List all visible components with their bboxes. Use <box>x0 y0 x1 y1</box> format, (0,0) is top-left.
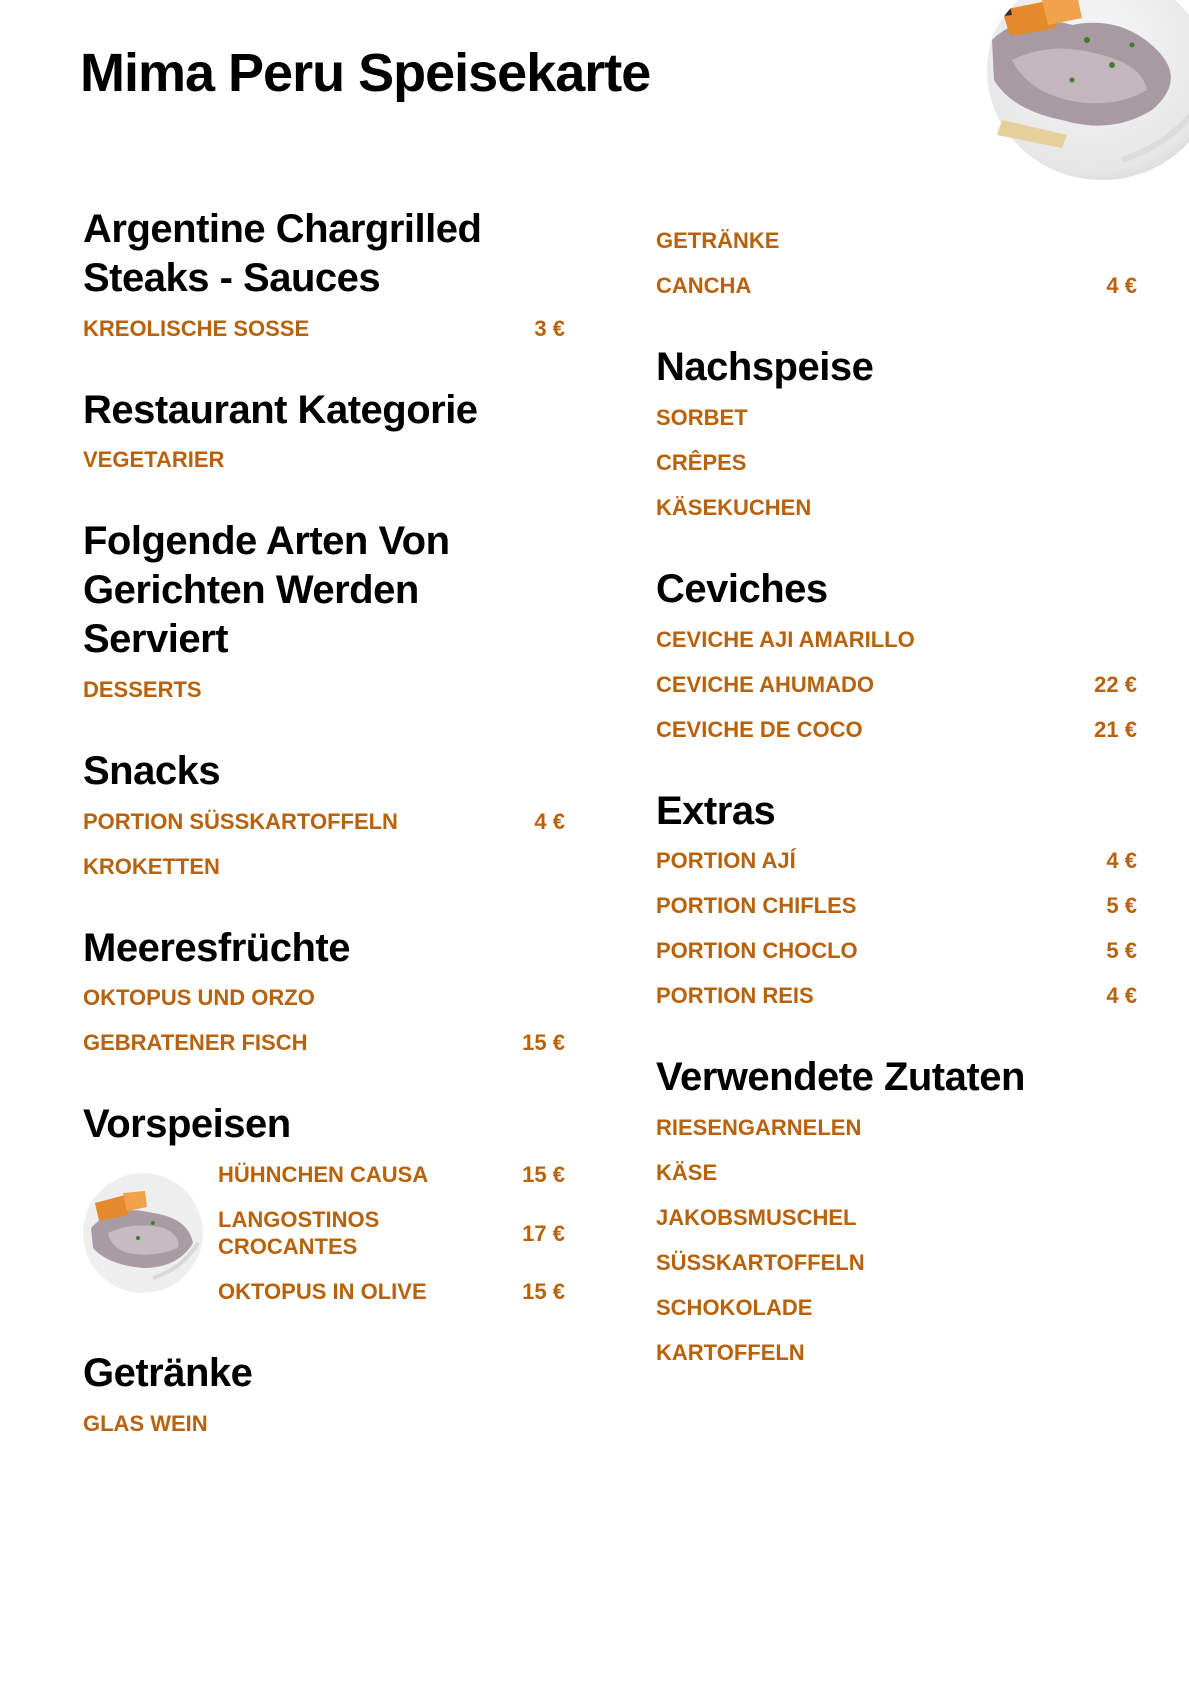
item-price: 17 € <box>522 1220 565 1246</box>
right-column <box>656 205 1137 1410</box>
menu-item <box>656 1294 1137 1321</box>
section-title: Meeresfrüchte <box>83 925 350 970</box>
item-price: 4 € <box>1106 273 1137 298</box>
menu-item <box>656 937 1137 964</box>
dish-photo-icon <box>982 0 1189 195</box>
item-name: DESSERTS <box>83 676 202 702</box>
section-snacks <box>83 747 565 880</box>
item-price: 3 € <box>534 315 565 341</box>
item-price: 4 € <box>1106 983 1137 1009</box>
section-title: Ceviches <box>656 566 828 611</box>
section-restaurant-kategorie <box>83 386 565 474</box>
section-title: Restaurant Kategorie <box>83 387 478 432</box>
item-price: 15 € <box>522 1162 565 1188</box>
item-name: PORTION REIS <box>656 983 814 1009</box>
menu-item <box>218 1278 565 1305</box>
menu-item <box>218 1161 565 1188</box>
item-name: VEGETARIER <box>83 447 225 473</box>
menu-item <box>656 404 1137 431</box>
menu-item <box>656 626 1137 653</box>
section-title: Snacks <box>83 748 221 793</box>
section-sauces <box>83 205 565 342</box>
menu-item <box>656 227 1137 254</box>
menu-item <box>656 847 1137 874</box>
item-name: CANCHA <box>656 273 752 298</box>
item-price: 4 € <box>1106 848 1137 874</box>
menu-item <box>656 1159 1137 1186</box>
menu-item <box>656 1249 1137 1276</box>
item-name: KARTOFFELN <box>656 1340 805 1366</box>
menu-item <box>83 446 565 473</box>
section-nachspeise <box>656 343 1137 521</box>
section-title: Folgende Arten Von Gerichten Werden Serviert <box>83 519 450 661</box>
menu-item <box>656 494 1137 521</box>
item-name: CEVICHE DE COCO <box>656 716 863 742</box>
dish-photo-small <box>83 1173 203 1293</box>
item-name: JAKOBSMUSCHEL <box>656 1205 857 1231</box>
item-name: GETRÄNKE <box>656 228 780 253</box>
item-price: 15 € <box>522 1279 565 1305</box>
item-name: SÜSSKARTOFFELN <box>656 1250 865 1276</box>
dish-photo-corner <box>982 0 1189 195</box>
item-name: KROKETTEN <box>83 853 220 879</box>
item-name: HÜHNCHEN CAUSA <box>218 1162 429 1188</box>
menu-item <box>83 808 565 835</box>
section-title: Vorspeisen <box>83 1102 291 1147</box>
menu-item <box>656 449 1137 476</box>
section-title: Argentine Chargrilled Steaks - Sauces <box>83 207 482 300</box>
menu-item <box>656 982 1137 1009</box>
menu-item <box>656 892 1137 919</box>
menu-item <box>656 1204 1137 1231</box>
section-title: Verwendete Zutaten <box>656 1055 1025 1100</box>
menu-item <box>83 1410 565 1437</box>
section-title: Getränke <box>83 1351 253 1396</box>
item-name: CEVICHE AJI AMARILLO <box>656 626 915 652</box>
menu-item <box>656 1114 1137 1141</box>
menu-item <box>218 1206 565 1260</box>
item-name: RIESENGARNELEN <box>656 1115 862 1141</box>
menu-item <box>83 1029 565 1056</box>
item-name: PORTION CHOCLO <box>656 938 858 964</box>
item-name: CRÊPES <box>656 449 747 475</box>
item-name: PORTION SÜSSKARTOFFELN <box>83 808 398 834</box>
item-price: 5 € <box>1106 893 1137 919</box>
item-name: PORTION CHIFLES <box>656 893 857 919</box>
item-name: GEBRATENER FISCH <box>83 1030 308 1056</box>
item-name: SCHOKOLADE <box>656 1295 813 1321</box>
section-title: Extras <box>656 788 776 833</box>
dish-photo-icon <box>83 1173 203 1293</box>
menu-item <box>656 272 1137 299</box>
section-vorspeisen <box>83 1100 565 1305</box>
menu-item <box>656 1339 1137 1366</box>
menu-item <box>83 853 565 880</box>
section-getraenke <box>83 1349 565 1437</box>
item-price: 21 € <box>1094 716 1137 742</box>
item-name: OKTOPUS UND ORZO <box>83 985 315 1011</box>
section-verwendete-zutaten <box>656 1053 1137 1366</box>
section-getraenke-items <box>656 227 1137 299</box>
menu-item <box>83 315 565 342</box>
section-meeresfruechte <box>83 924 565 1057</box>
item-price: 4 € <box>534 808 565 834</box>
item-price: 5 € <box>1106 938 1137 964</box>
menu-item <box>656 716 1137 743</box>
item-name: KÄSEKUCHEN <box>656 494 812 520</box>
section-gerichte-arten <box>83 517 565 702</box>
section-ceviches <box>656 565 1137 743</box>
section-title: Nachspeise <box>656 345 874 389</box>
item-name: GLAS WEIN <box>83 1410 208 1436</box>
section-extras <box>656 787 1137 1010</box>
item-name: KREOLISCHE SOSSE <box>83 315 310 341</box>
item-name: LANGOSTINOS CROCANTES <box>218 1207 380 1260</box>
item-price: 15 € <box>522 1030 565 1056</box>
item-name: CEVICHE AHUMADO <box>656 671 874 697</box>
menu-item <box>83 984 565 1011</box>
menu-item <box>83 676 565 703</box>
item-price: 22 € <box>1094 671 1137 697</box>
item-name: SORBET <box>656 404 748 430</box>
left-column <box>83 205 565 1481</box>
item-name: PORTION AJÍ <box>656 848 796 874</box>
page-title: Mima Peru Speisekarte <box>80 43 651 103</box>
menu-item <box>656 671 1137 698</box>
item-name: OKTOPUS IN OLIVE <box>218 1279 427 1305</box>
item-name: KÄSE <box>656 1160 718 1186</box>
